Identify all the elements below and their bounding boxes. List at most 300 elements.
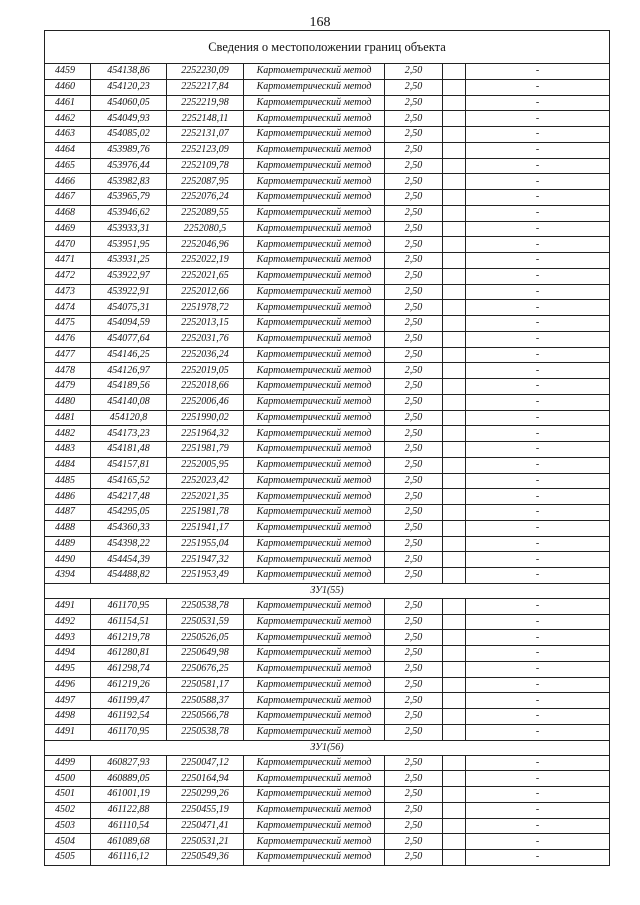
coordinate-y-cell: 2252046,96 bbox=[167, 237, 244, 253]
point-number-cell: 4472 bbox=[45, 268, 91, 284]
coordinate-y-cell: 2251990,02 bbox=[167, 410, 244, 426]
method-cell: Картометрический метод bbox=[244, 489, 385, 505]
accuracy-cell: 2,50 bbox=[385, 221, 443, 237]
method-cell: Картометрический метод bbox=[244, 253, 385, 269]
point-number-cell: 4469 bbox=[45, 221, 91, 237]
point-number-cell: 4505 bbox=[45, 850, 91, 866]
method-cell: Картометрический метод bbox=[244, 724, 385, 740]
coordinate-y-cell: 2252148,11 bbox=[167, 111, 244, 127]
coordinate-y-cell: 2250538,78 bbox=[167, 598, 244, 614]
section-heading-row bbox=[45, 740, 610, 755]
section-heading: ЗУ1(55) bbox=[45, 583, 610, 598]
coordinate-y-cell: 2252005,95 bbox=[167, 457, 244, 473]
coordinate-y-cell: 2250531,59 bbox=[167, 614, 244, 630]
note-cell bbox=[443, 457, 466, 473]
table-row bbox=[45, 111, 610, 127]
note-cell bbox=[443, 394, 466, 410]
accuracy-cell: 2,50 bbox=[385, 787, 443, 803]
point-number-cell: 4491 bbox=[45, 598, 91, 614]
table-row bbox=[45, 190, 610, 206]
coordinate-x-cell: 461280,81 bbox=[91, 646, 167, 662]
table-row bbox=[45, 174, 610, 190]
table-row bbox=[45, 95, 610, 111]
table-row bbox=[45, 268, 610, 284]
note-cell bbox=[443, 771, 466, 787]
description-cell: - bbox=[466, 347, 610, 363]
accuracy-cell: 2,50 bbox=[385, 646, 443, 662]
note-cell bbox=[443, 331, 466, 347]
accuracy-cell: 2,50 bbox=[385, 394, 443, 410]
note-cell bbox=[443, 410, 466, 426]
description-cell: - bbox=[466, 787, 610, 803]
description-cell: - bbox=[466, 850, 610, 866]
point-number-cell: 4462 bbox=[45, 111, 91, 127]
method-cell: Картометрический метод bbox=[244, 755, 385, 771]
method-cell: Картометрический метод bbox=[244, 771, 385, 787]
accuracy-cell: 2,50 bbox=[385, 505, 443, 521]
table-row bbox=[45, 661, 610, 677]
point-number-cell: 4486 bbox=[45, 489, 91, 505]
table-row bbox=[45, 426, 610, 442]
accuracy-cell: 2,50 bbox=[385, 693, 443, 709]
method-cell: Картометрический метод bbox=[244, 142, 385, 158]
point-number-cell: 4394 bbox=[45, 568, 91, 584]
note-cell bbox=[443, 661, 466, 677]
coordinate-y-cell: 2252022,19 bbox=[167, 253, 244, 269]
coordinate-y-cell: 2252006,46 bbox=[167, 394, 244, 410]
note-cell bbox=[443, 536, 466, 552]
description-cell: - bbox=[466, 205, 610, 221]
accuracy-cell: 2,50 bbox=[385, 331, 443, 347]
accuracy-cell: 2,50 bbox=[385, 724, 443, 740]
coordinate-x-cell: 461219,78 bbox=[91, 630, 167, 646]
description-cell: - bbox=[466, 661, 610, 677]
point-number-cell: 4474 bbox=[45, 300, 91, 316]
table-row bbox=[45, 316, 610, 332]
coordinate-x-cell: 453946,62 bbox=[91, 205, 167, 221]
coordinate-y-cell: 2252021,65 bbox=[167, 268, 244, 284]
accuracy-cell: 2,50 bbox=[385, 190, 443, 206]
coordinate-x-cell: 454094,59 bbox=[91, 316, 167, 332]
coordinate-x-cell: 453931,25 bbox=[91, 253, 167, 269]
coordinate-x-cell: 454360,33 bbox=[91, 520, 167, 536]
note-cell bbox=[443, 190, 466, 206]
method-cell: Картометрический метод bbox=[244, 284, 385, 300]
description-cell: - bbox=[466, 64, 610, 80]
note-cell bbox=[443, 834, 466, 850]
description-cell: - bbox=[466, 693, 610, 709]
method-cell: Картометрический метод bbox=[244, 237, 385, 253]
coordinate-y-cell: 2252109,78 bbox=[167, 158, 244, 174]
method-cell: Картометрический метод bbox=[244, 473, 385, 489]
method-cell: Картометрический метод bbox=[244, 205, 385, 221]
table-title: Сведения о местоположении границ объекта bbox=[45, 31, 610, 64]
point-number-cell: 4488 bbox=[45, 520, 91, 536]
coordinate-y-cell: 2252219,98 bbox=[167, 95, 244, 111]
accuracy-cell: 2,50 bbox=[385, 552, 443, 568]
coordinate-y-cell: 2251953,49 bbox=[167, 568, 244, 584]
table-row bbox=[45, 142, 610, 158]
coordinate-x-cell: 454060,05 bbox=[91, 95, 167, 111]
description-cell: - bbox=[466, 284, 610, 300]
point-number-cell: 4460 bbox=[45, 79, 91, 95]
accuracy-cell: 2,50 bbox=[385, 363, 443, 379]
coordinate-y-cell: 2250588,37 bbox=[167, 693, 244, 709]
accuracy-cell: 2,50 bbox=[385, 79, 443, 95]
description-cell: - bbox=[466, 316, 610, 332]
description-cell: - bbox=[466, 473, 610, 489]
accuracy-cell: 2,50 bbox=[385, 598, 443, 614]
description-cell: - bbox=[466, 174, 610, 190]
accuracy-cell: 2,50 bbox=[385, 347, 443, 363]
method-cell: Картометрический метод bbox=[244, 552, 385, 568]
accuracy-cell: 2,50 bbox=[385, 253, 443, 269]
method-cell: Картометрический метод bbox=[244, 677, 385, 693]
note-cell bbox=[443, 724, 466, 740]
table-row bbox=[45, 64, 610, 80]
point-number-cell: 4502 bbox=[45, 802, 91, 818]
accuracy-cell: 2,50 bbox=[385, 410, 443, 426]
coordinate-x-cell: 461110,54 bbox=[91, 818, 167, 834]
point-number-cell: 4467 bbox=[45, 190, 91, 206]
method-cell: Картометрический метод bbox=[244, 693, 385, 709]
description-cell: - bbox=[466, 818, 610, 834]
method-cell: Картометрический метод bbox=[244, 661, 385, 677]
point-number-cell: 4491 bbox=[45, 724, 91, 740]
accuracy-cell: 2,50 bbox=[385, 568, 443, 584]
note-cell bbox=[443, 614, 466, 630]
note-cell bbox=[443, 755, 466, 771]
method-cell: Картометрический метод bbox=[244, 646, 385, 662]
coordinate-x-cell: 454217,48 bbox=[91, 489, 167, 505]
method-cell: Картометрический метод bbox=[244, 174, 385, 190]
point-number-cell: 4501 bbox=[45, 787, 91, 803]
accuracy-cell: 2,50 bbox=[385, 316, 443, 332]
point-number-cell: 4478 bbox=[45, 363, 91, 379]
note-cell bbox=[443, 426, 466, 442]
point-number-cell: 4495 bbox=[45, 661, 91, 677]
coordinate-y-cell: 2252036,24 bbox=[167, 347, 244, 363]
coordinate-x-cell: 461001,19 bbox=[91, 787, 167, 803]
method-cell: Картометрический метод bbox=[244, 442, 385, 458]
description-cell: - bbox=[466, 677, 610, 693]
table-row bbox=[45, 771, 610, 787]
note-cell bbox=[443, 95, 466, 111]
description-cell: - bbox=[466, 111, 610, 127]
description-cell: - bbox=[466, 79, 610, 95]
accuracy-cell: 2,50 bbox=[385, 174, 443, 190]
table-row bbox=[45, 505, 610, 521]
method-cell: Картометрический метод bbox=[244, 787, 385, 803]
accuracy-cell: 2,50 bbox=[385, 818, 443, 834]
method-cell: Картометрический метод bbox=[244, 536, 385, 552]
table-row bbox=[45, 457, 610, 473]
note-cell bbox=[443, 677, 466, 693]
coordinate-y-cell: 2250047,12 bbox=[167, 755, 244, 771]
method-cell: Картометрический метод bbox=[244, 426, 385, 442]
point-number-cell: 4465 bbox=[45, 158, 91, 174]
method-cell: Картометрический метод bbox=[244, 347, 385, 363]
description-cell: - bbox=[466, 127, 610, 143]
method-cell: Картометрический метод bbox=[244, 850, 385, 866]
accuracy-cell: 2,50 bbox=[385, 661, 443, 677]
table-row bbox=[45, 410, 610, 426]
point-number-cell: 4503 bbox=[45, 818, 91, 834]
method-cell: Картометрический метод bbox=[244, 331, 385, 347]
coordinate-x-cell: 461199,47 bbox=[91, 693, 167, 709]
description-cell: - bbox=[466, 630, 610, 646]
description-cell: - bbox=[466, 568, 610, 584]
table-row bbox=[45, 630, 610, 646]
accuracy-cell: 2,50 bbox=[385, 442, 443, 458]
accuracy-cell: 2,50 bbox=[385, 158, 443, 174]
section-heading: ЗУ1(56) bbox=[45, 740, 610, 755]
page-number: 168 bbox=[309, 15, 331, 30]
accuracy-cell: 2,50 bbox=[385, 95, 443, 111]
note-cell bbox=[443, 473, 466, 489]
description-cell: - bbox=[466, 190, 610, 206]
coordinate-x-cell: 453951,95 bbox=[91, 237, 167, 253]
coordinate-y-cell: 2250455,19 bbox=[167, 802, 244, 818]
coordinate-x-cell: 461170,95 bbox=[91, 598, 167, 614]
method-cell: Картометрический метод bbox=[244, 379, 385, 395]
coordinate-x-cell: 454120,8 bbox=[91, 410, 167, 426]
point-number-cell: 4476 bbox=[45, 331, 91, 347]
point-number-cell: 4484 bbox=[45, 457, 91, 473]
table-row bbox=[45, 363, 610, 379]
coordinate-y-cell: 2250566,78 bbox=[167, 709, 244, 725]
point-number-cell: 4475 bbox=[45, 316, 91, 332]
coordinate-x-cell: 454157,81 bbox=[91, 457, 167, 473]
note-cell bbox=[443, 568, 466, 584]
accuracy-cell: 2,50 bbox=[385, 850, 443, 866]
point-number-cell: 4487 bbox=[45, 505, 91, 521]
table-row bbox=[45, 489, 610, 505]
note-cell bbox=[443, 442, 466, 458]
accuracy-cell: 2,50 bbox=[385, 205, 443, 221]
table-row bbox=[45, 614, 610, 630]
table-row bbox=[45, 127, 610, 143]
table-row bbox=[45, 79, 610, 95]
description-cell: - bbox=[466, 724, 610, 740]
coordinate-x-cell: 454138,86 bbox=[91, 64, 167, 80]
accuracy-cell: 2,50 bbox=[385, 536, 443, 552]
note-cell bbox=[443, 158, 466, 174]
accuracy-cell: 2,50 bbox=[385, 802, 443, 818]
coordinate-y-cell: 2251955,04 bbox=[167, 536, 244, 552]
note-cell bbox=[443, 379, 466, 395]
description-cell: - bbox=[466, 709, 610, 725]
coordinate-x-cell: 454454,39 bbox=[91, 552, 167, 568]
table-row bbox=[45, 598, 610, 614]
coordinate-x-cell: 461122,88 bbox=[91, 802, 167, 818]
method-cell: Картометрический метод bbox=[244, 505, 385, 521]
coordinate-x-cell: 461116,12 bbox=[91, 850, 167, 866]
accuracy-cell: 2,50 bbox=[385, 677, 443, 693]
method-cell: Картометрический метод bbox=[244, 158, 385, 174]
accuracy-cell: 2,50 bbox=[385, 771, 443, 787]
coordinate-x-cell: 454077,64 bbox=[91, 331, 167, 347]
table-row bbox=[45, 787, 610, 803]
point-number-cell: 4466 bbox=[45, 174, 91, 190]
accuracy-cell: 2,50 bbox=[385, 834, 443, 850]
coordinate-x-cell: 461170,95 bbox=[91, 724, 167, 740]
description-cell: - bbox=[466, 771, 610, 787]
note-cell bbox=[443, 268, 466, 284]
coordinate-y-cell: 2250526,05 bbox=[167, 630, 244, 646]
method-cell: Картометрический метод bbox=[244, 127, 385, 143]
coordinate-y-cell: 2252013,15 bbox=[167, 316, 244, 332]
coordinate-x-cell: 453989,76 bbox=[91, 142, 167, 158]
description-cell: - bbox=[466, 237, 610, 253]
accuracy-cell: 2,50 bbox=[385, 127, 443, 143]
coordinate-x-cell: 454488,82 bbox=[91, 568, 167, 584]
note-cell bbox=[443, 79, 466, 95]
coordinate-x-cell: 461298,74 bbox=[91, 661, 167, 677]
note-cell bbox=[443, 347, 466, 363]
accuracy-cell: 2,50 bbox=[385, 142, 443, 158]
description-cell: - bbox=[466, 834, 610, 850]
coordinate-y-cell: 2250538,78 bbox=[167, 724, 244, 740]
table-row bbox=[45, 850, 610, 866]
description-cell: - bbox=[466, 394, 610, 410]
coordinate-y-cell: 2252023,42 bbox=[167, 473, 244, 489]
table-row bbox=[45, 818, 610, 834]
accuracy-cell: 2,50 bbox=[385, 237, 443, 253]
point-number-cell: 4492 bbox=[45, 614, 91, 630]
table-row bbox=[45, 709, 610, 725]
coordinate-x-cell: 454181,48 bbox=[91, 442, 167, 458]
method-cell: Картометрический метод bbox=[244, 614, 385, 630]
table-row bbox=[45, 724, 610, 740]
description-cell: - bbox=[466, 646, 610, 662]
coordinate-y-cell: 2251981,78 bbox=[167, 505, 244, 521]
point-number-cell: 4504 bbox=[45, 834, 91, 850]
table-row bbox=[45, 536, 610, 552]
coordinate-x-cell: 454146,25 bbox=[91, 347, 167, 363]
coordinate-y-cell: 2250549,36 bbox=[167, 850, 244, 866]
description-cell: - bbox=[466, 300, 610, 316]
coordinate-x-cell: 460827,93 bbox=[91, 755, 167, 771]
accuracy-cell: 2,50 bbox=[385, 284, 443, 300]
coordinate-x-cell: 454140,08 bbox=[91, 394, 167, 410]
accuracy-cell: 2,50 bbox=[385, 268, 443, 284]
coordinate-y-cell: 2250649,98 bbox=[167, 646, 244, 662]
point-number-cell: 4468 bbox=[45, 205, 91, 221]
description-cell: - bbox=[466, 142, 610, 158]
method-cell: Картометрический метод bbox=[244, 520, 385, 536]
description-cell: - bbox=[466, 457, 610, 473]
description-cell: - bbox=[466, 755, 610, 771]
table-row bbox=[45, 568, 610, 584]
coordinate-y-cell: 2251981,79 bbox=[167, 442, 244, 458]
point-number-cell: 4470 bbox=[45, 237, 91, 253]
note-cell bbox=[443, 300, 466, 316]
coordinate-y-cell: 2252018,66 bbox=[167, 379, 244, 395]
description-cell: - bbox=[466, 410, 610, 426]
note-cell bbox=[443, 630, 466, 646]
point-number-cell: 4473 bbox=[45, 284, 91, 300]
description-cell: - bbox=[466, 520, 610, 536]
coordinate-x-cell: 453922,97 bbox=[91, 268, 167, 284]
coordinate-y-cell: 2250164,94 bbox=[167, 771, 244, 787]
accuracy-cell: 2,50 bbox=[385, 614, 443, 630]
accuracy-cell: 2,50 bbox=[385, 520, 443, 536]
method-cell: Картометрический метод bbox=[244, 268, 385, 284]
accuracy-cell: 2,50 bbox=[385, 426, 443, 442]
point-number-cell: 4493 bbox=[45, 630, 91, 646]
coordinate-y-cell: 2251947,32 bbox=[167, 552, 244, 568]
description-cell: - bbox=[466, 489, 610, 505]
coordinate-y-cell: 2252123,09 bbox=[167, 142, 244, 158]
method-cell: Картометрический метод bbox=[244, 316, 385, 332]
table-row bbox=[45, 221, 610, 237]
note-cell bbox=[443, 174, 466, 190]
method-cell: Картометрический метод bbox=[244, 818, 385, 834]
method-cell: Картометрический метод bbox=[244, 410, 385, 426]
section-heading-row bbox=[45, 583, 610, 598]
table-row bbox=[45, 442, 610, 458]
table-row bbox=[45, 394, 610, 410]
note-cell bbox=[443, 709, 466, 725]
description-cell: - bbox=[466, 363, 610, 379]
coordinate-y-cell: 2252031,76 bbox=[167, 331, 244, 347]
description-cell: - bbox=[466, 442, 610, 458]
note-cell bbox=[443, 284, 466, 300]
accuracy-cell: 2,50 bbox=[385, 111, 443, 127]
coordinate-y-cell: 2252230,09 bbox=[167, 64, 244, 80]
table-row bbox=[45, 253, 610, 269]
accuracy-cell: 2,50 bbox=[385, 64, 443, 80]
note-cell bbox=[443, 520, 466, 536]
coordinate-x-cell: 454126,97 bbox=[91, 363, 167, 379]
description-cell: - bbox=[466, 426, 610, 442]
point-number-cell: 4479 bbox=[45, 379, 91, 395]
note-cell bbox=[443, 818, 466, 834]
point-number-cell: 4483 bbox=[45, 442, 91, 458]
accuracy-cell: 2,50 bbox=[385, 709, 443, 725]
coordinate-x-cell: 461089,68 bbox=[91, 834, 167, 850]
description-cell: - bbox=[466, 552, 610, 568]
description-cell: - bbox=[466, 802, 610, 818]
table-row bbox=[45, 552, 610, 568]
method-cell: Картометрический метод bbox=[244, 190, 385, 206]
method-cell: Картометрический метод bbox=[244, 300, 385, 316]
point-number-cell: 4489 bbox=[45, 536, 91, 552]
description-cell: - bbox=[466, 95, 610, 111]
point-number-cell: 4490 bbox=[45, 552, 91, 568]
boundary-coordinates-table bbox=[44, 30, 610, 866]
coordinate-y-cell: 2252217,84 bbox=[167, 79, 244, 95]
point-number-cell: 4494 bbox=[45, 646, 91, 662]
coordinate-y-cell: 2252076,24 bbox=[167, 190, 244, 206]
note-cell bbox=[443, 552, 466, 568]
table-row bbox=[45, 347, 610, 363]
note-cell bbox=[443, 64, 466, 80]
description-cell: - bbox=[466, 221, 610, 237]
coordinate-y-cell: 2252080,5 bbox=[167, 221, 244, 237]
coordinate-x-cell: 461154,51 bbox=[91, 614, 167, 630]
description-cell: - bbox=[466, 536, 610, 552]
method-cell: Картометрический метод bbox=[244, 394, 385, 410]
coordinate-x-cell: 461192,54 bbox=[91, 709, 167, 725]
coordinate-x-cell: 454398,22 bbox=[91, 536, 167, 552]
method-cell: Картометрический метод bbox=[244, 64, 385, 80]
table-row bbox=[45, 300, 610, 316]
point-number-cell: 4496 bbox=[45, 677, 91, 693]
description-cell: - bbox=[466, 505, 610, 521]
table-row bbox=[45, 205, 610, 221]
